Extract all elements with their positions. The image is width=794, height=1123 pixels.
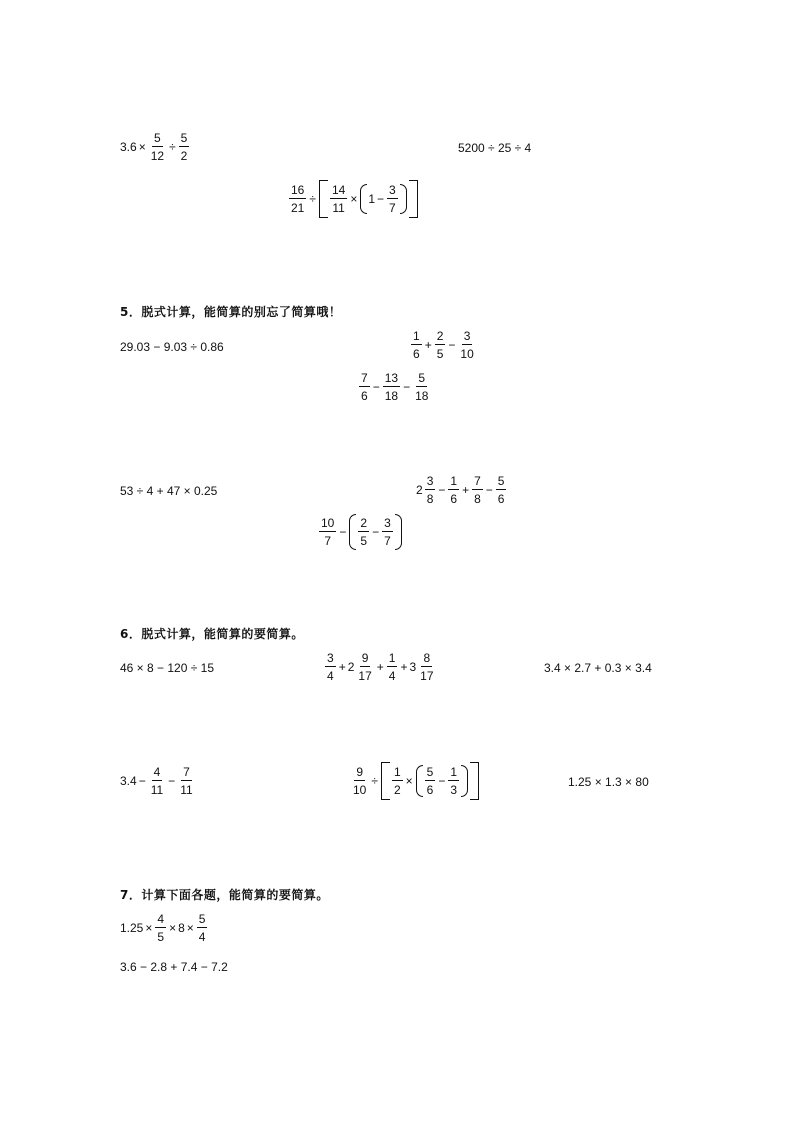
denominator: 10	[353, 783, 367, 797]
operator: +	[400, 660, 408, 674]
denominator: 12	[150, 149, 165, 163]
fraction	[448, 475, 459, 505]
number: 8	[178, 921, 185, 935]
expression-6-3: 3.4 × 2.7 + 0.3 × 3.4	[544, 661, 652, 675]
fraction	[413, 372, 430, 402]
fraction	[425, 766, 436, 796]
denominator: 5	[157, 930, 165, 944]
operator: +	[338, 660, 346, 674]
fraction	[387, 652, 398, 682]
numerator: 9	[361, 651, 369, 665]
denominator: 4	[388, 669, 396, 683]
denominator: 6	[361, 389, 368, 403]
denominator: 8	[426, 492, 434, 506]
denominator: 6	[450, 492, 458, 506]
operator: +	[376, 660, 384, 674]
expression-5-4: 53 ÷ 4 + 47 × 0.25	[120, 484, 218, 498]
fraction	[387, 184, 398, 214]
denominator: 7	[389, 201, 396, 215]
denominator: 6	[497, 492, 505, 506]
denominator: 10	[460, 347, 474, 361]
denominator: 5	[360, 534, 368, 548]
numerator: 1	[450, 474, 458, 488]
fraction	[392, 766, 403, 796]
fraction	[155, 913, 166, 943]
fraction	[330, 184, 347, 214]
numerator: 9	[356, 765, 364, 779]
numerator: 3	[463, 329, 471, 343]
denominator: 4	[327, 669, 334, 683]
fraction	[472, 475, 483, 505]
number: 3.4	[120, 774, 137, 788]
whole-number: 2	[347, 660, 355, 674]
fraction	[197, 913, 208, 943]
operator: ÷	[371, 774, 378, 788]
numerator: 5	[198, 912, 206, 926]
denominator: 6	[426, 783, 434, 797]
denominator: 17	[358, 669, 372, 683]
fraction	[149, 766, 165, 796]
operator: −	[372, 525, 380, 539]
operator: −	[438, 774, 446, 788]
numerator: 3	[389, 183, 396, 197]
denominator: 6	[413, 347, 420, 361]
denominator: 21	[291, 201, 305, 215]
numerator: 8	[423, 651, 431, 665]
numerator: 13	[384, 371, 399, 385]
numerator: 5	[180, 131, 188, 145]
fraction	[382, 517, 393, 547]
numerator: 10	[321, 516, 335, 530]
numerator: 7	[361, 371, 368, 385]
left-bracket	[381, 762, 390, 800]
operator: ×	[350, 192, 358, 206]
denominator: 11	[332, 201, 345, 215]
numerator: 2	[360, 516, 368, 530]
operator: −	[485, 483, 493, 497]
denominator: 11	[150, 783, 164, 797]
operator: ×	[145, 921, 153, 935]
fraction	[149, 132, 166, 162]
numerator: 14	[331, 183, 346, 197]
operator: −	[377, 192, 385, 206]
fraction	[458, 330, 475, 360]
expression-6-5	[350, 762, 480, 800]
expression-7-1	[120, 913, 208, 943]
denominator: 17	[420, 669, 434, 683]
left-paren	[360, 184, 367, 214]
section-5-heading: 5．脱式计算，能简算的别忘了简算哦！	[120, 305, 342, 319]
denominator: 11	[180, 783, 193, 797]
numerator: 1	[393, 765, 401, 779]
numerator: 1	[450, 765, 458, 779]
operator: ×	[405, 774, 413, 788]
numerator: 5	[426, 765, 434, 779]
expression-7-2: 3.6 − 2.8 + 7.4 − 7.2	[120, 960, 228, 974]
right-paren	[395, 514, 402, 550]
number: 3.6	[120, 140, 137, 154]
fraction	[358, 517, 369, 547]
numerator: 4	[153, 765, 161, 779]
numerator: 7	[474, 474, 481, 488]
denominator: 4	[198, 930, 206, 944]
fraction	[383, 372, 400, 402]
operator: −	[138, 774, 146, 788]
fraction	[289, 184, 306, 214]
operator: −	[339, 525, 347, 539]
fraction	[411, 330, 422, 360]
denominator: 7	[324, 534, 332, 548]
fraction	[325, 652, 336, 682]
operator: ×	[186, 921, 194, 935]
fraction	[418, 652, 435, 682]
fraction	[496, 475, 507, 505]
number: 1.25	[120, 921, 144, 935]
operator: ×	[169, 921, 177, 935]
right-paren	[461, 765, 468, 797]
expression-6-4	[120, 766, 196, 796]
right-bracket	[470, 762, 479, 800]
fraction	[179, 132, 190, 162]
left-paren	[416, 765, 423, 797]
numerator: 4	[157, 912, 165, 926]
fraction	[448, 766, 459, 796]
left-paren	[349, 514, 356, 550]
right-bracket	[409, 180, 418, 218]
operator: +	[462, 483, 470, 497]
left-bracket	[319, 180, 328, 218]
operator: −	[438, 483, 446, 497]
expression-5-6	[318, 514, 403, 550]
numerator: 3	[384, 516, 391, 530]
denominator: 5	[436, 347, 444, 361]
numerator: 1	[388, 651, 396, 665]
denominator: 8	[474, 492, 481, 506]
denominator: 2	[393, 783, 401, 797]
expression-4-3	[288, 180, 419, 218]
fraction	[356, 652, 373, 682]
right-paren	[400, 184, 407, 214]
expression-6-1: 46 × 8 − 120 ÷ 15	[120, 661, 214, 675]
operator: ×	[138, 140, 146, 154]
numerator: 1	[413, 329, 420, 343]
numerator: 3	[426, 474, 434, 488]
fraction	[425, 475, 436, 505]
expression-6-2	[324, 652, 437, 682]
operator: −	[448, 338, 456, 352]
numerator: 5	[497, 474, 505, 488]
numerator: 16	[291, 183, 305, 197]
denominator: 2	[180, 149, 188, 163]
operator: ÷	[309, 192, 316, 206]
operator: −	[403, 380, 411, 394]
operator: ÷	[169, 140, 176, 154]
expression-5-3	[358, 372, 431, 402]
section-7-heading: 7．计算下面各题，能简算的要简算。	[120, 888, 329, 902]
numerator: 2	[436, 329, 444, 343]
expression-5-5	[416, 475, 507, 505]
operator: −	[372, 380, 380, 394]
numerator: 7	[183, 765, 190, 779]
operator: −	[168, 774, 176, 788]
denominator: 7	[384, 534, 391, 548]
operator: +	[424, 338, 432, 352]
numerator: 5	[418, 371, 426, 385]
number: 1	[368, 192, 376, 206]
numerator: 3	[327, 651, 334, 665]
whole-number: 3	[409, 660, 417, 674]
fraction	[178, 766, 194, 796]
expression-6-6: 1.25 × 1.3 × 80	[568, 775, 649, 789]
numerator: 5	[154, 131, 161, 145]
expression-5-2	[410, 330, 477, 360]
fraction	[351, 766, 368, 796]
expression-4-1	[120, 132, 190, 162]
denominator: 18	[415, 389, 429, 403]
expression-4-2: 5200 ÷ 25 ÷ 4	[458, 141, 532, 155]
section-6-heading: 6．脱式计算，能简算的要简算。	[120, 627, 304, 641]
denominator: 18	[384, 389, 399, 403]
fraction	[359, 372, 370, 402]
fraction	[435, 330, 446, 360]
expression-5-1: 29.03 − 9.03 ÷ 0.86	[120, 340, 224, 354]
fraction	[319, 517, 336, 547]
whole-number: 2	[416, 483, 423, 497]
denominator: 3	[450, 783, 458, 797]
